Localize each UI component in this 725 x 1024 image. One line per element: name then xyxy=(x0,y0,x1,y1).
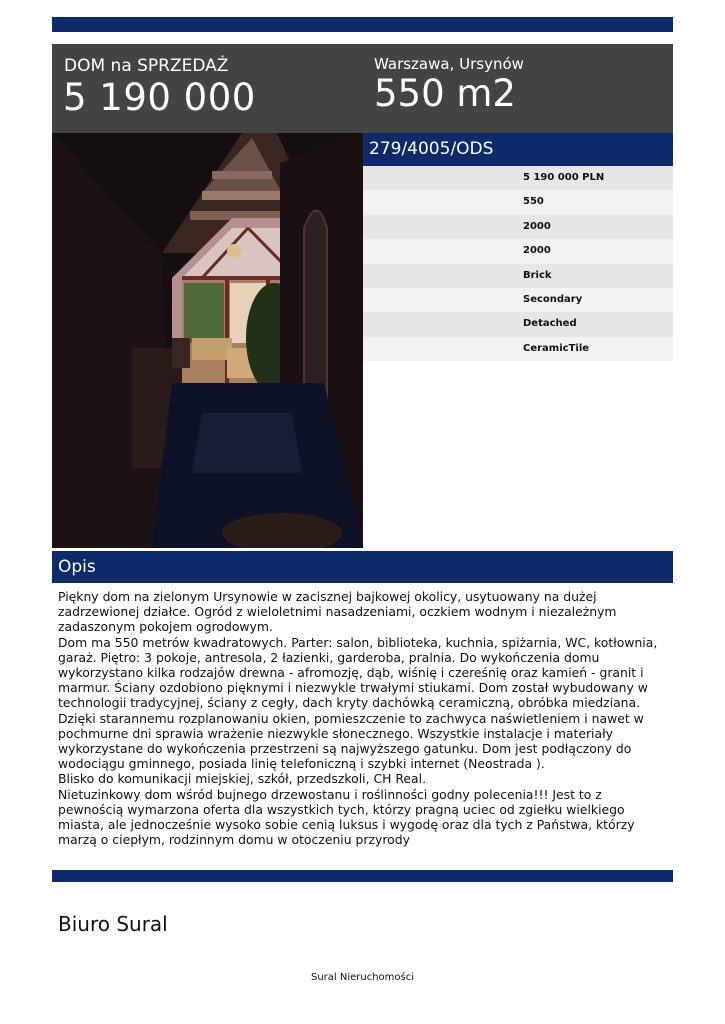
details-value: 550 xyxy=(523,196,544,208)
description-heading: Opis xyxy=(58,557,96,577)
details-row-floor xyxy=(363,337,673,361)
location-label: Warszawa, Ursynów xyxy=(374,55,524,73)
price-heading: 5 190 000 xyxy=(63,76,256,119)
agency-name: Biuro Sural xyxy=(58,912,168,936)
reference-number: 279/4005/ODS xyxy=(369,139,494,159)
bottom-accent-bar xyxy=(52,870,673,882)
details-value: Brick xyxy=(523,269,552,281)
top-accent-bar xyxy=(52,17,673,32)
details-table xyxy=(363,166,673,361)
details-row-market xyxy=(363,288,673,312)
listing-header xyxy=(52,44,673,133)
reference-number-bar xyxy=(363,133,673,166)
description-paragraph: Piękny dom na zielonym Ursynowie w zacisznej bajkowej okolicy, usytuowany na dużej zadrzewionej działce. Ogród z wieloletnimi nasadzeniami, oczkiem wodnym i niezależnym zadaszonym pokojem ogrodowym. xyxy=(58,589,617,635)
details-value: 5 190 000 PLN xyxy=(523,172,605,183)
property-type-label: DOM na SPRZEDAŻ xyxy=(64,56,229,76)
details-value: Secondary xyxy=(523,293,583,305)
description-paragraph: Dom ma 550 metrów kwadratowych. Parter: salon, biblioteka, kuchnia, spiżarnia, WC, kotłownia, garaż. Piętro: 3 pokoje, antresola, 2 łazienki, garderoba, pralnia. Do wykończenia domu wykorzystano kilka rodzajów drewna - afromozję, dąb, wiśnię i czereśnię oraz kamień - granit i marmur. Ściany ozdobiono pięknymi i niezwykle trwałymi stiukami. Dom został wybudowany w technologii tradycyjnej, ściany z cegły, dach kryty dachówką ceramiczną, obróbka miedziana. Dzięki starannemu rozplanowaniu okien, pomieszczenie to zachwyca naświetleniem i nawet w pochmurne dni sprawia wrażenie niezwykle słonecznego. Wszystkie instalacje i materiały wykorzystane do wykończenia przestrzeni są najwyższego gatunku. Dom jest podłączony do wodociągu gminnego, posiada linię telefoniczną i szybki internet (Neostrada ). xyxy=(58,634,658,772)
details-value: Detached xyxy=(523,318,577,330)
property-photo xyxy=(52,133,363,548)
details-row-building-type xyxy=(363,312,673,336)
area-heading: 550 m2 xyxy=(374,72,516,115)
details-row-plot xyxy=(363,239,673,263)
description-text xyxy=(58,589,670,847)
description-paragraph: Nietuzinkowy dom wśród bujnego drzewostanu i roślinności godny polecenia!!! Jest to z pewnością wymarzona oferta dla wszystkich tych, którzy pragną uciec od zgiełku wielkiego miasta, ale jednocześnie wysoko sobie cenią luksus i wygodę oraz dla tych z Państwa, którzy marzą o ciepłym, rodzinnym domu w otoczeniu przyrody xyxy=(58,786,635,848)
details-value: CeramicTile xyxy=(523,342,590,354)
description-heading-bar xyxy=(52,551,673,583)
details-value: 2000 xyxy=(523,220,551,232)
details-row-material xyxy=(363,264,673,288)
details-value: 2000 xyxy=(523,245,551,257)
description-paragraph: Blisko do komunikacji miejskiej, szkół, przedszkoli, CH Real. xyxy=(58,771,427,787)
interior-photo-illustration xyxy=(52,133,363,548)
details-row-price xyxy=(363,166,673,190)
details-row-year xyxy=(363,215,673,239)
details-row-area xyxy=(363,190,673,214)
footer-text: Sural Nieruchomości xyxy=(310,972,415,983)
